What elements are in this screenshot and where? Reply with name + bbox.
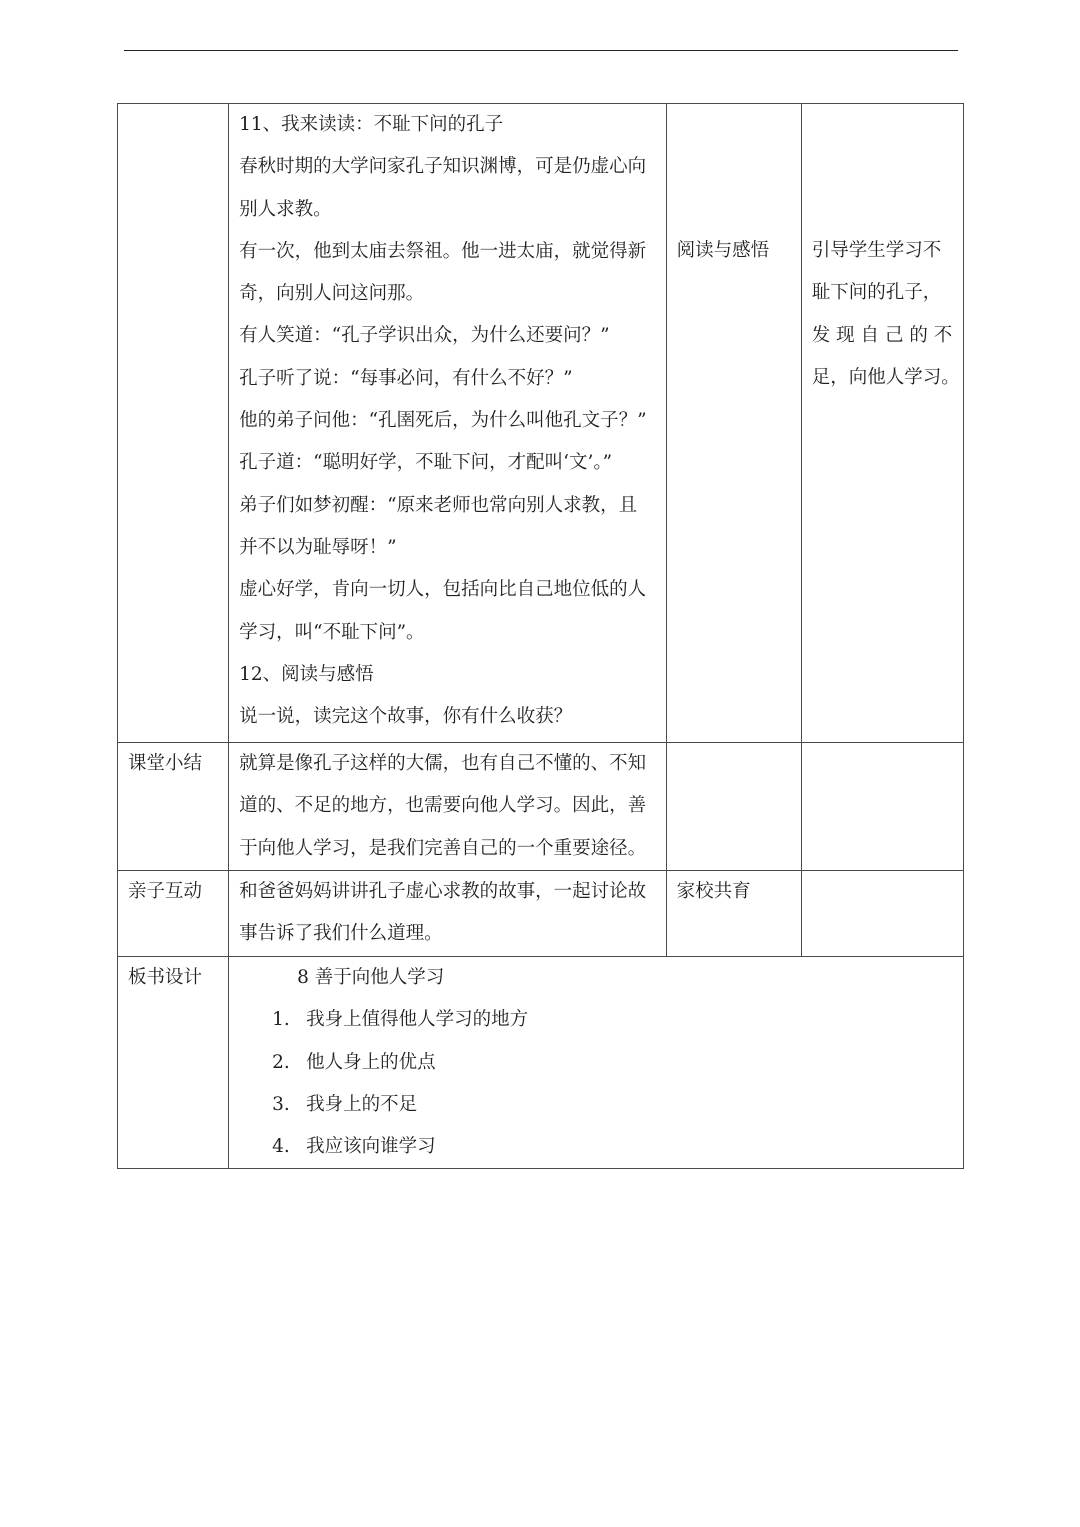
story-line: 说一说，读完这个故事，你有什么收获？ [239,706,573,728]
board-item-number: 1. [272,1009,290,1031]
board-content-cell [229,957,964,1169]
family-label: 亲子互动 [128,881,203,902]
story-label-cell [118,104,229,743]
story-line: 弟子们如梦初醒：“原来老师也常向别人求教，且 [239,494,638,516]
board-item [239,1126,955,1168]
board-item [239,1084,955,1126]
family-line: 事告诉了我们什么道理。 [239,923,443,945]
summary-line: 于向他人学习，是我们完善自己的一个重要途径。 [239,837,647,859]
story-content-cell [229,104,667,743]
family-line: 和爸爸妈妈讲讲孔子虚心求教的故事，一起讨论故 [239,881,647,902]
story-activity-cell [666,104,801,743]
board-item [239,999,955,1041]
board-item-text: 我身上值得他人学习的地方 [306,1009,529,1031]
story-line: 他的弟子问他：“孔圉死后，为什么叫他孔文子？” [239,410,647,432]
board-item-number: 2. [272,1051,290,1073]
board-item-text: 我应该向谁学习 [306,1136,436,1158]
board-item-number: 3. [272,1093,290,1115]
summary-label-cell [118,743,229,871]
family-activity: 家校共育 [676,881,751,902]
story-row [118,104,964,743]
story-line: 有一次，他到太庙去祭祖。他一进太庙，就觉得新 [239,240,647,262]
summary-label: 课堂小结 [128,753,203,774]
story-line: 别人求教。 [239,198,332,220]
board-row [118,957,964,1169]
story-line: 孔子道：“聪明好学，不耻下问，才配叫‘文’。” [239,452,613,474]
lesson-plan-table [117,103,964,1169]
story-line: 孔子听了说：“每事必问，有什么不好？” [239,367,573,389]
summary-intent-cell [801,743,963,871]
story-line: 12、阅读与感悟 [239,663,374,685]
summary-line: 道的、不足的地方，也需要向他人学习。因此，善 [239,795,647,817]
family-activity-cell [666,871,801,957]
board-title: 8 善于向他人学习 [297,967,445,988]
board-item-text: 他人身上的优点 [306,1051,436,1073]
board-label: 板书设计 [128,967,203,988]
summary-content-cell [229,743,667,871]
intent-line: 足，向他人学习。 [811,366,960,388]
family-label-cell [118,871,229,957]
story-activity: 阅读与感悟 [676,240,770,261]
intent-line: 引导学生学习不 [811,240,942,261]
intent-line: 耻下问的孔子， [811,282,942,304]
board-item-number: 4. [272,1136,290,1158]
intent-line: 发 现 自 己 的 不 [811,324,953,346]
family-intent-cell [801,871,963,957]
summary-activity-cell [666,743,801,871]
story-line: 有人笑道：“孔子学识出众，为什么还要问？” [239,325,610,347]
story-line: 虚心好学，肯向一切人，包括向比自己地位低的人 [239,579,647,601]
story-line: 学习，叫“不耻下问”。 [239,621,425,643]
story-intent-cell [801,104,963,743]
board-label-cell [118,957,229,1169]
story-line: 春秋时期的大学问家孔子知识渊博，可是仍虚心向 [239,156,647,178]
story-line: 11、我来读读：不耻下问的孔子 [239,114,504,135]
board-item-text: 我身上的不足 [306,1093,418,1115]
story-line: 奇，向别人问这问那。 [239,283,425,305]
family-row [118,871,964,957]
story-line: 并不以为耻辱呀！” [239,536,397,558]
family-content-cell [229,871,667,957]
summary-line: 就算是像孔子这样的大儒，也有自己不懂的、不知 [239,753,647,774]
header-rule [124,50,958,51]
summary-row [118,743,964,871]
board-item [239,1042,955,1084]
